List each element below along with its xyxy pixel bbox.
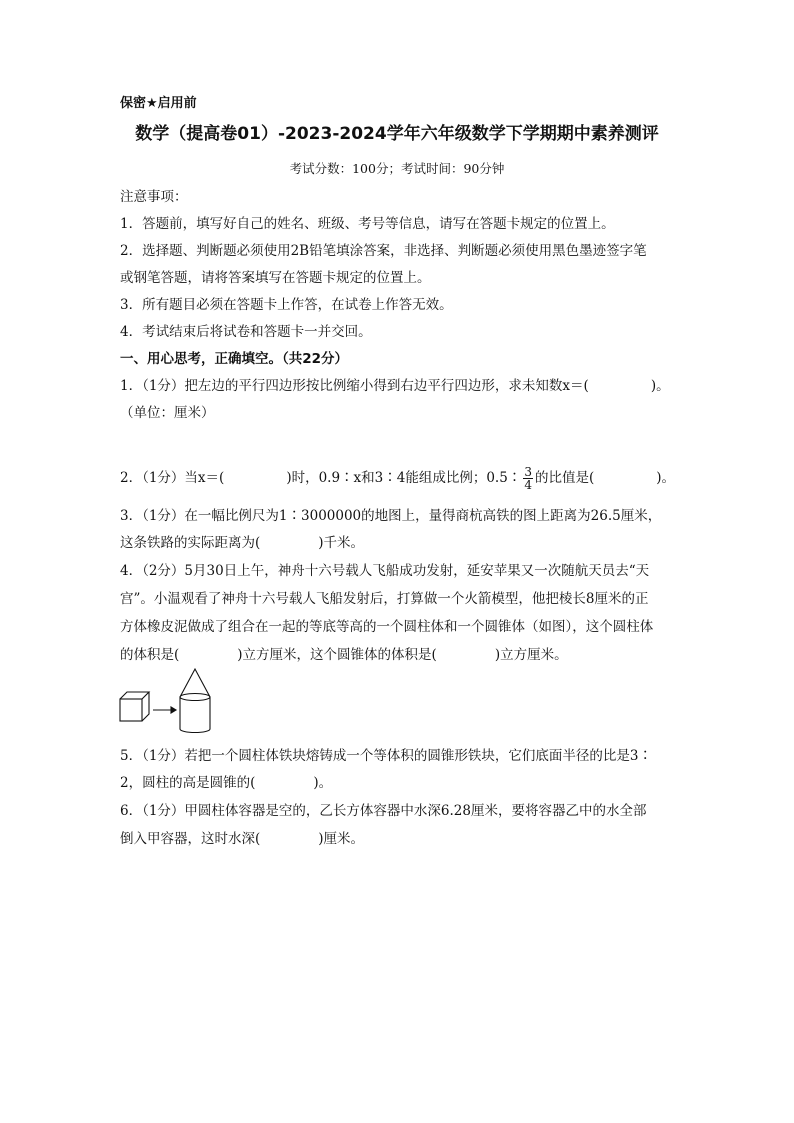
exam-info: 考试分数：100分；考试时间：90分钟 <box>289 161 505 176</box>
question-6-text: 倒入甲容器，这时水深( <box>120 831 261 847</box>
question-1-end: )。 <box>650 378 670 394</box>
note-item-4: 4．考试结束后将试卷和答题卡一并交回。 <box>120 324 372 340</box>
question-6: 6．（1分）甲圆柱体容器是空的，乙长方体容器中水深6.28厘米，要将容器乙中的水全部 <box>120 803 647 819</box>
question-4-cont-2: 方体橡皮泥做成了组合在一起的等底等高的一个圆柱体和一个圆锥体（如图），这个圆柱体 <box>120 619 654 635</box>
question-2-text: 2．（1分）当x＝( <box>120 470 225 486</box>
question-4: 4．（2分）5月30日上午，神舟十六号载人飞船成功发射，延安苹果又一次随航天员去“天 <box>120 563 650 579</box>
question-4-end: )立方厘米。 <box>494 647 568 663</box>
confidential-label: 保密★启用前 <box>120 96 197 111</box>
cylinder-cone-icon <box>180 669 210 733</box>
notes-heading: 注意事项： <box>120 189 188 205</box>
arrow-icon <box>153 707 176 713</box>
fraction-numerator: 3 <box>524 465 532 479</box>
fraction <box>523 466 533 491</box>
question-1 <box>120 376 670 396</box>
question-4-text: 的体积是( <box>120 647 180 663</box>
question-4-cont-1: 宫”。小温观看了神舟十六号载人飞船发射后，打算做一个火箭模型，他把棱长8厘米的正 <box>120 591 649 607</box>
section-heading: 一、用心思考，正确填空。（共22分） <box>120 351 349 367</box>
question-1-unit: （单位：厘米） <box>120 405 215 421</box>
fraction-denominator: 4 <box>524 478 532 492</box>
note-item-2: 2．选择题、判断题必须使用2B铅笔填涂答案，非选择、判断题必须使用黑色墨迹签字笔 <box>120 243 647 259</box>
cube-icon <box>120 692 149 721</box>
question-2 <box>120 466 675 491</box>
question-5: 5．（1分）若把一个圆柱体铁块熔铸成一个等体积的圆锥形铁块，它们底面半径的比是3∶ <box>120 748 653 764</box>
question-4-cont-3 <box>120 645 568 665</box>
question-3-cont <box>120 533 364 553</box>
question-3-end: )千米。 <box>318 535 365 551</box>
cube-to-rocket-figure <box>118 667 218 737</box>
question-3-text: 这条铁路的实际距离为( <box>120 535 261 551</box>
page-title: 数学（提高卷01）-2023-2024学年六年级数学下学期期中素养测评 <box>135 124 659 144</box>
question-2-text-mid: )时，0.9∶x和3∶4能组成比例；0.5∶ <box>286 470 522 486</box>
note-item-2-cont: 或钢笔答题，请将答案填写在答题卡规定的位置上。 <box>120 270 431 286</box>
question-1-text: 1．（1分）把左边的平行四边形按比例缩小得到右边平行四边形，求未知数x＝( <box>120 378 589 394</box>
question-5-text: 2，圆柱的高是圆锥的( <box>120 775 256 791</box>
note-item-3: 3．所有题目必须在答题卡上作答，在试卷上作答无效。 <box>120 297 453 313</box>
question-6-end: )厘米。 <box>318 831 365 847</box>
question-6-cont <box>120 829 364 849</box>
note-item-1: 1．答题前，填写好自己的姓名、班级、考号等信息，请写在答题卡规定的位置上。 <box>120 216 615 232</box>
question-5-cont <box>120 773 332 793</box>
question-4-text-mid: )立方厘米，这个圆锥体的体积是( <box>237 647 437 663</box>
question-2-end: )。 <box>656 470 676 486</box>
question-5-end: )。 <box>313 775 333 791</box>
question-2-text-b: 的比值是( <box>534 470 595 486</box>
question-3: 3．（1分）在一幅比例尺为1∶3000000的地图上，量得商杭高铁的图上距离为26.5厘米， <box>120 508 662 524</box>
